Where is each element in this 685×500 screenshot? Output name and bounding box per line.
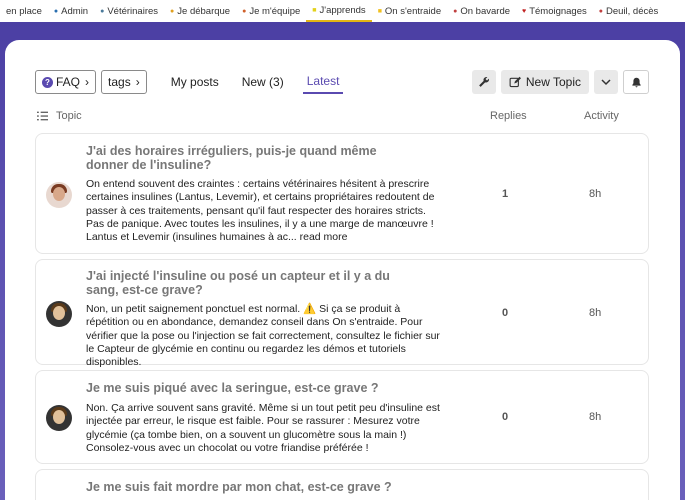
chevron-right-icon: › <box>135 75 140 89</box>
avatar[interactable] <box>46 301 72 327</box>
avatar-face <box>53 410 65 424</box>
topic-activity[interactable]: 8h <box>589 411 602 423</box>
topic-row[interactable] <box>35 370 649 464</box>
lock-icon: ● <box>598 7 603 15</box>
chevron-down-icon <box>601 77 611 87</box>
category-tab-temoignages[interactable]: ♥ Témoignages <box>522 5 587 17</box>
topic-row[interactable] <box>35 133 649 254</box>
topic-excerpt: Non. Ça arrive souvent sans gravité. Même si un tout petit peu d'insuline est injectée par erreur, le risque est faible. Pour se rassurer : Mesurez votre glycémie (ça tombe bien, on a souvent un glucomètre sous la main !) Consolez-vous avec un chocolat ou votre friandise préférée ! <box>86 402 440 454</box>
list-check-icon <box>37 111 48 121</box>
shield-icon: ● <box>53 7 59 15</box>
category-tab-on-sentraide[interactable]: ■ On s'entraide <box>377 5 442 17</box>
category-tab-je-mequipe[interactable]: ● Je m'équipe <box>242 5 301 17</box>
topic-excerpt: On entend souvent des craintes : certains vétérinaires hésitent à prescrire certaines insulines (Lantus, Levemir), et certains propriétaires redoutent de passer à ces traitements, pensant qu'il faut respecter des horaires stricts. Pas de panique. Avec toutes les insulines, il y a une marge de manœuvre ! Lantus et Levemir (insulines humaines à ac... read more <box>86 178 435 244</box>
category-tab-en-place[interactable]: en place <box>6 5 42 17</box>
category-tab-veterinaires[interactable]: ● Vétérinaires <box>100 5 159 17</box>
category-square-icon: ■ <box>377 7 382 15</box>
category-bar <box>0 0 685 22</box>
topic-title[interactable]: Je me suis piqué avec la seringue, est-ce grave ? <box>86 381 379 395</box>
replies-column-header[interactable]: Replies <box>490 110 527 122</box>
category-tab-deuil[interactable]: ● Deuil, décès <box>598 5 659 17</box>
chevron-right-icon: › <box>85 75 90 89</box>
topic-excerpt: Non, un petit saignement ponctuel est normal. ⚠️ Si ça se produit à répétition ou en abondance, demandez conseil dans On s'entraide. Pour vérifier que la pose ou l'injection se fait correctement, consultez le fichier sur le Capteur de glycémie en continu ou regardez les démos et tutoriels disponibles. <box>86 303 440 369</box>
wrench-button[interactable] <box>472 70 496 94</box>
activity-column-header[interactable]: Activity <box>584 110 619 122</box>
topic-replies[interactable]: 0 <box>501 411 509 423</box>
avatar-face <box>53 187 65 201</box>
category-tab-admin[interactable]: ● Admin <box>53 5 89 17</box>
wrench-icon <box>478 76 490 88</box>
pencil-square-icon <box>509 76 521 88</box>
nav-latest[interactable]: Latest <box>303 70 344 94</box>
topic-replies[interactable]: 0 <box>501 307 509 319</box>
topic-row[interactable] <box>35 259 649 369</box>
lock-icon: ● <box>453 7 458 15</box>
nav-my-posts[interactable]: My posts <box>170 75 219 89</box>
faq-dropdown[interactable]: ? FAQ › <box>35 70 96 94</box>
category-dot-icon: ● <box>242 7 247 15</box>
topic-activity[interactable]: 8h <box>589 188 602 200</box>
topic-row[interactable] <box>35 469 649 500</box>
category-dot-icon: ● <box>170 7 175 15</box>
topic-activity[interactable]: 8h <box>589 307 602 319</box>
category-tab-je-debarque[interactable]: ● Je débarque <box>170 5 231 17</box>
topic-title[interactable]: Je me suis fait mordre par mon chat, est-ce grave ? <box>86 480 392 494</box>
avatar[interactable] <box>46 182 72 208</box>
topic-title[interactable]: J'ai injecté l'insuline ou posé un capteur et il y a du sang, est-ce grave? <box>86 269 390 297</box>
lock-icon: ● <box>100 7 105 15</box>
notifications-button[interactable] <box>623 70 649 94</box>
heart-icon: ♥ <box>522 7 527 15</box>
avatar-face <box>53 306 65 320</box>
new-topic-options-button[interactable] <box>594 70 618 94</box>
category-tab-on-bavarde[interactable]: ● On bavarde <box>453 5 511 17</box>
nav-new[interactable]: New (3) <box>241 75 284 89</box>
topic-title[interactable]: J'ai des horaires irréguliers, puis-je quand même donner de l'insuline? <box>86 144 377 172</box>
avatar[interactable] <box>46 405 72 431</box>
tags-dropdown[interactable]: tags › <box>101 70 147 94</box>
category-square-icon: ■ <box>312 6 317 14</box>
category-tab-japprends[interactable]: ■ J'apprends <box>306 0 371 22</box>
toolbar <box>467 70 649 94</box>
topic-nav <box>35 70 343 94</box>
topic-replies[interactable]: 1 <box>501 188 509 200</box>
question-icon: ? <box>42 77 53 88</box>
bell-icon <box>631 77 642 88</box>
topic-column-header[interactable]: Topic <box>37 110 82 122</box>
new-topic-button[interactable]: New Topic <box>501 70 589 94</box>
